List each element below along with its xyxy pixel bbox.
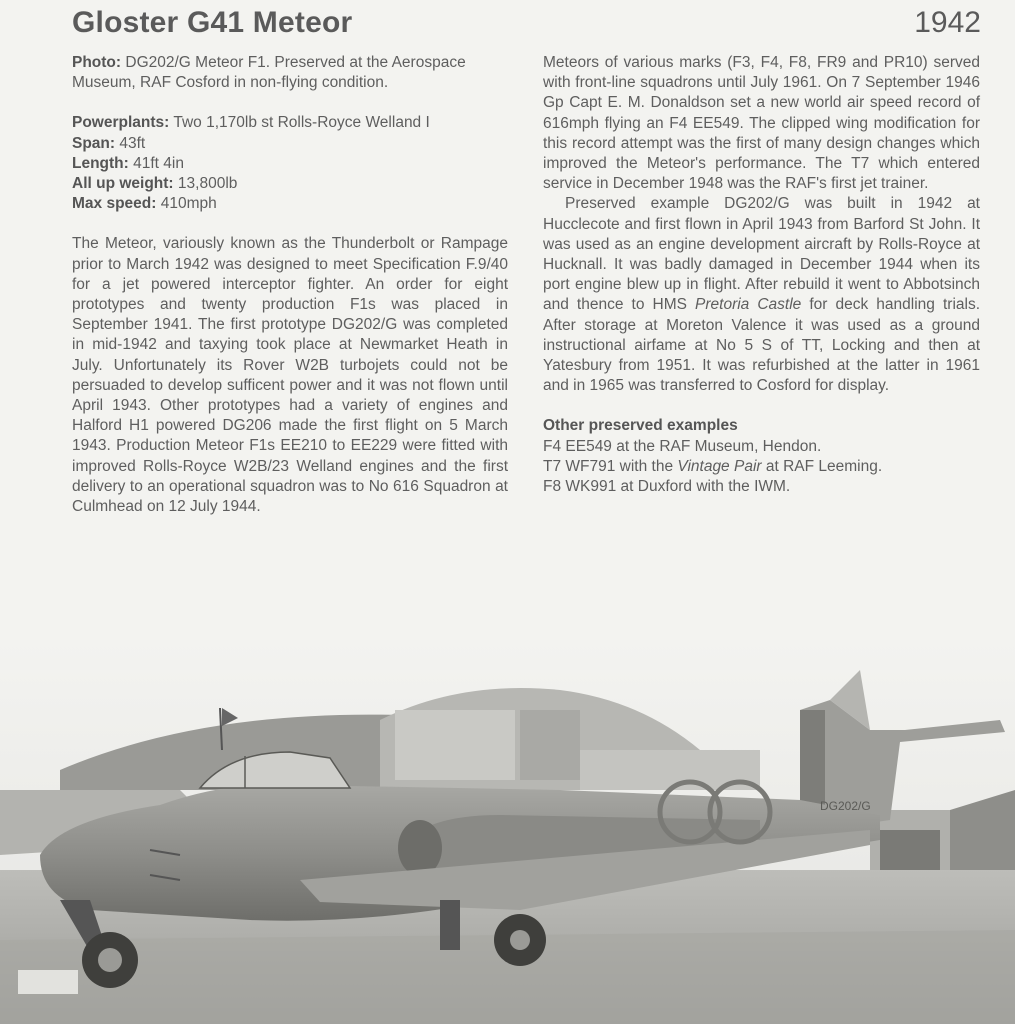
spec-value: Two 1,170lb st Rolls-Royce Welland I	[169, 114, 430, 132]
spec-max-speed	[72, 194, 508, 214]
history-paragraph: The Meteor, variously known as the Thunderbolt or Rampage prior to March 1942 was designed to meet Specification F.9/40 for a jet powered interceptor fighter. An order for eight prototypes and twenty production F1s was placed in September 1941. The first prototype DG202/G was completed in mid-1942 and taxying took place at Newmarket Heath in July. Unfortunately its Rover W2B turbojets could not be persuaded to develop sufficent power and it was not flown until April 1943. Other prototypes had a variety of engines and Halford H1 powered DG206 made the first flight on 5 March 1943. Production Meteor F1s EE210 to EE229 were fitted with improved Rolls-Royce W2B/23 Welland engines and the first delivery to an operational squadron was to No 616 Squadron at Culmhead on 12 July 1944.	[72, 235, 508, 516]
spec-list	[72, 113, 508, 214]
spec-value: 13,800lb	[173, 175, 238, 193]
spec-label: All up weight:	[72, 175, 174, 193]
photo-caption-text: DG202/G Meteor F1. Preserved at the Aerospace Museum, RAF Cosford in non-flying condition.	[72, 54, 466, 92]
photo-caption	[72, 53, 508, 93]
preserved-paragraph	[543, 194, 980, 396]
other-examples-heading: Other preserved examples	[543, 417, 738, 435]
aircraft-serial-marking: DG202/G	[820, 799, 871, 813]
spec-value: 43ft	[115, 134, 146, 152]
aircraft-photo	[0, 640, 1015, 1024]
marks-paragraph: Meteors of various marks (F3, F4, F8, FR9 and PR10) served with front-line squadrons until July 1961. On 7 September 1946 Gp Capt E. M. Donaldson set a new world air speed record of 616mph flying an F4 EE549. The clipped wing modification for this record attempt was the first of many design changes which improved the Meteor's performance. The T7 which entered service in December 1948 was the RAF's first jet trainer.	[543, 54, 980, 193]
right-column	[543, 53, 980, 497]
spec-length	[72, 154, 508, 174]
page-title: Gloster G41 Meteor	[72, 6, 353, 39]
spec-value: 41ft 4in	[128, 154, 184, 172]
spec-label: Length:	[72, 154, 129, 172]
spec-powerplants	[72, 113, 508, 133]
spec-label: Powerplants:	[72, 114, 170, 132]
vintage-pair-name: Vintage Pair	[677, 457, 762, 475]
spec-value: 410mph	[156, 195, 217, 213]
example-item: T7 WF791 with the Vintage Pair at RAF Leeming.	[543, 457, 883, 475]
preserved-text-1: Preserved example DG202/G was built in 1942 at Hucclecote and first flown in April 1943 from Barford St John. It was used as an engine development aircraft by Rolls-Royce at Hucknall. It was badly damaged in December 1944 when its port engine blew up in flight. After rebuild it went to Abbotsinch and thence to HMS	[543, 195, 980, 314]
example-item: F4 EE549 at the RAF Museum, Hendon.	[543, 437, 822, 455]
page-year: 1942	[914, 6, 981, 39]
spec-span	[72, 134, 508, 154]
spec-weight	[72, 174, 508, 194]
left-column	[72, 53, 508, 517]
ship-name: Pretoria Castle	[695, 296, 802, 314]
spec-label: Span:	[72, 134, 116, 152]
aircraft-photo-illustration	[0, 640, 1015, 1024]
example-item: F8 WK991 at Duxford with the IWM.	[543, 478, 791, 496]
preserved-text-2: for deck handling trials. After storage at Moreton Valence it was used as a ground instructional airfame at No 5 S of TT, Locking and then at Yatesbury from 1951. It was refurbished at the latter in 1961 and in 1965 was transferred to Cosford for display.	[543, 296, 981, 395]
spec-label: Max speed:	[72, 195, 157, 213]
photo-caption-label: Photo:	[72, 54, 122, 71]
